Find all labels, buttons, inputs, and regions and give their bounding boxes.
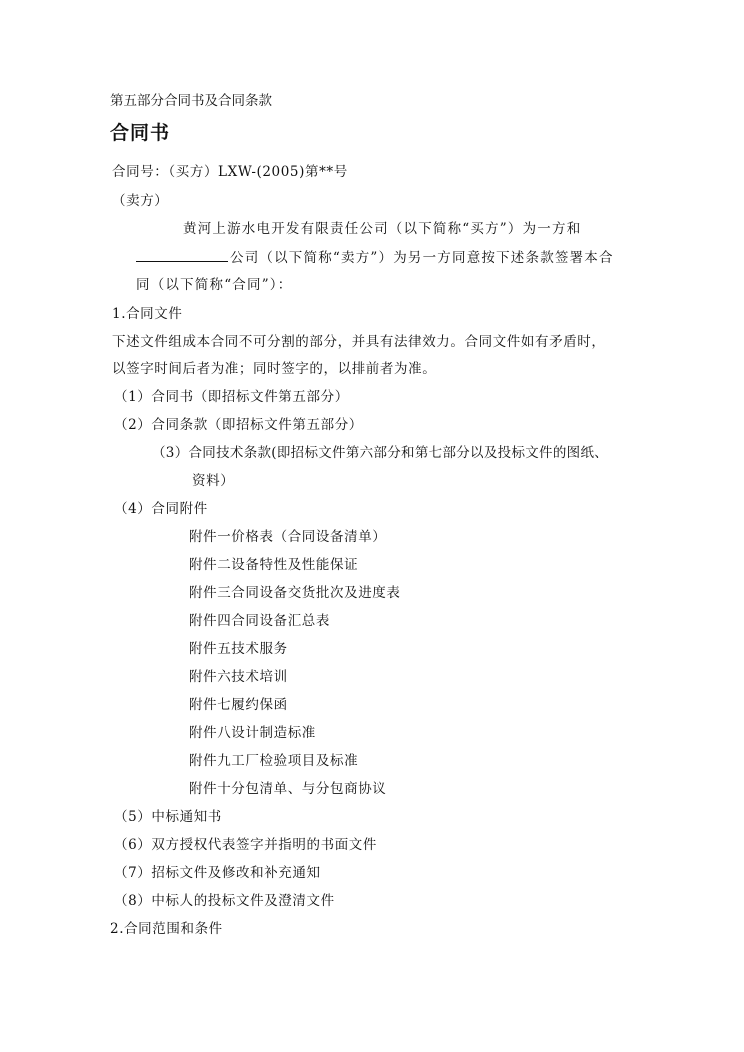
- section-1-paragraph-line-2: 以签字时间后者为准；同时签字的，以排前者为准。: [112, 361, 437, 377]
- attachment-item: 附件十分包清单、与分包商协议: [189, 781, 387, 797]
- section-1-heading: 1.合同文件: [112, 306, 183, 322]
- preamble-line-1: 黄河上游水电开发有限责任公司（以下简称“买方”）为一方和: [183, 221, 582, 237]
- contract-number: 合同号：（买方）LXW-(2005)第**号: [112, 164, 348, 180]
- attachment-item: 附件九工厂检验项目及标准: [189, 753, 359, 769]
- document-title: 合同书: [110, 122, 171, 144]
- list-item-6: （6）双方授权代表签字并指明的书面文件: [114, 837, 377, 853]
- seller-name-blank[interactable]: [136, 248, 228, 262]
- seller-tag: （卖方）: [112, 193, 169, 209]
- list-item-8: （8）中标人的投标文件及澄清文件: [114, 893, 335, 909]
- section-2-heading: 2.合同范围和条件: [110, 921, 223, 937]
- list-item-1: （1）合同书（即招标文件第五部分）: [114, 389, 349, 405]
- list-item-4: （4）合同附件: [114, 501, 208, 517]
- section-1-paragraph-line-1: 下述文件组成本合同不可分割的部分，并具有法律效力。合同文件如有矛盾时，: [112, 334, 606, 350]
- attachment-item: 附件二设备特性及性能保证: [189, 557, 359, 573]
- list-item-3-line-2: 资料）: [192, 473, 235, 489]
- list-item-7: （7）招标文件及修改和补充通知: [114, 865, 321, 881]
- attachment-item: 附件八设计制造标准: [189, 725, 316, 741]
- attachment-item: 附件一价格表（合同设备清单）: [189, 529, 387, 545]
- attachment-item: 附件三合同设备交货批次及进度表: [189, 585, 401, 601]
- attachment-item: 附件七履约保函: [189, 697, 288, 713]
- list-item-2: （2）合同条款（即招标文件第五部分）: [114, 417, 363, 433]
- attachment-item: 附件四合同设备汇总表: [189, 613, 330, 629]
- preamble-line-2: [136, 248, 614, 267]
- attachment-item: 附件六技术培训: [189, 669, 288, 685]
- preamble-line-3: 同（以下简称“合同”）：: [136, 277, 293, 293]
- attachment-item: 附件五技术服务: [189, 641, 288, 657]
- preamble-line-2-text: 公司（以下简称“卖方”）为另一方同意按下述条款签署本合: [230, 250, 614, 266]
- list-item-5: （5）中标通知书: [114, 809, 222, 825]
- list-item-3-line-1: （3）合同技术条款(即招标文件第六部分和第七部分以及投标文件的图纸、: [152, 445, 609, 461]
- section-label: 第五部分合同书及合同条款: [110, 93, 272, 109]
